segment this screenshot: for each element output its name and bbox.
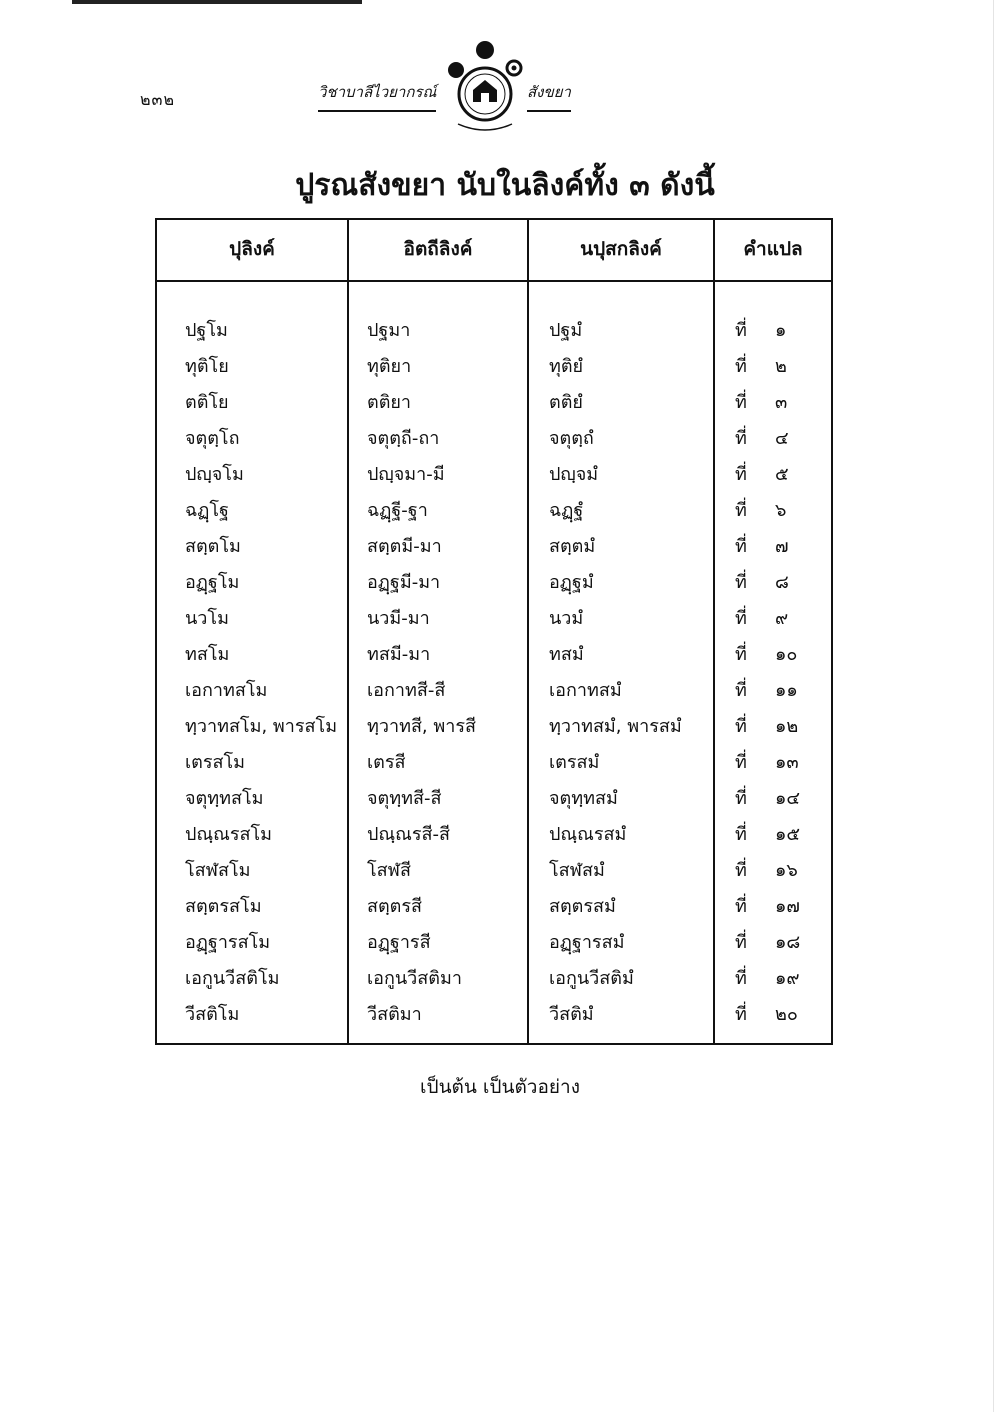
cell-feminine: ตติยา [367, 392, 412, 413]
cell-neuter: นวมํ [549, 608, 584, 629]
cell-number: ๒ [775, 356, 787, 377]
header-chapter [527, 80, 571, 112]
cell-feminine: เอกูนวีสติมา [367, 968, 462, 989]
table-row [157, 603, 831, 639]
cell-masculine: เอกาทสโม [185, 680, 268, 701]
cell-feminine: ปฐมา [367, 320, 411, 341]
cell-label: ที่ [735, 572, 747, 593]
header-chapter-underline [527, 110, 571, 112]
header-subject-text: วิชาบาลีไวยากรณ์ [318, 83, 437, 101]
cell-neuter: ทุติยํ [549, 356, 584, 377]
cell-label: ที่ [735, 608, 747, 629]
table-row [157, 927, 831, 963]
table-row [157, 819, 831, 855]
table-body [157, 315, 831, 1035]
header-masculine: ปุลิงค์ [229, 238, 275, 260]
cell-feminine: จตุทฺทสี-สี [367, 788, 442, 809]
cell-number: ๖ [775, 500, 787, 521]
header-neuter: นปุสกลิงค์ [580, 238, 662, 260]
cell-feminine: ทสมี-มา [367, 644, 431, 665]
cell-masculine: ฉฏฺโฐ [185, 500, 229, 521]
cell-label: ที่ [735, 932, 747, 953]
page-number: ๒๓๒ [140, 90, 176, 109]
cell-neuter: โสฬสมํ [549, 860, 605, 881]
cell-neuter: เอกูนวีสติมํ [549, 968, 634, 989]
cell-number: ๙ [775, 608, 789, 629]
cell-number: ๑๖ [775, 860, 798, 881]
cell-label: ที่ [735, 644, 747, 665]
table-row [157, 639, 831, 675]
cell-neuter: อฏฺฐมํ [549, 572, 594, 593]
table-row [157, 567, 831, 603]
cell-number: ๑๓ [775, 752, 799, 773]
cell-feminine: สตฺตรสี [367, 896, 423, 917]
cell-number: ๑๗ [775, 896, 800, 917]
cell-feminine: วีสติมา [367, 1004, 422, 1025]
table-row [157, 783, 831, 819]
cell-label: ที่ [735, 968, 747, 989]
page-title: ปูรณสังขยา นับในลิงค์ทั้ง ๓ ดังนี้ [295, 168, 715, 203]
cell-number: ๒๐ [775, 1004, 798, 1025]
cell-number: ๑๕ [775, 824, 801, 845]
cell-number: ๑๒ [775, 716, 799, 737]
cell-masculine: โสฬสโม [185, 860, 251, 881]
cell-feminine: สตฺตมี-มา [367, 536, 442, 557]
header-feminine: อิตถีลิงค์ [403, 238, 473, 260]
table-row [157, 531, 831, 567]
cell-feminine: จตุตฺถี-ถา [367, 428, 440, 449]
cell-label: ที่ [735, 500, 747, 521]
cell-neuter: จตุตฺถํ [549, 428, 594, 449]
cell-feminine: ปญฺจมา-มี [367, 464, 445, 485]
cell-label: ที่ [735, 716, 747, 737]
cell-feminine: เตรสี [367, 752, 406, 773]
emblem-seal-icon [440, 36, 530, 136]
cell-neuter: เอกาทสมํ [549, 680, 622, 701]
cell-label: ที่ [735, 788, 747, 809]
table-row [157, 747, 831, 783]
cell-masculine: อฏฺฐโม [185, 572, 240, 593]
cell-number: ๘ [775, 572, 789, 593]
cell-masculine: จตุทฺทสโม [185, 788, 264, 809]
table-row [157, 963, 831, 999]
cell-number: ๓ [775, 392, 788, 413]
cell-neuter: สตฺตมํ [549, 536, 596, 557]
cell-masculine: นวโม [185, 608, 229, 629]
cell-number: ๔ [775, 428, 789, 449]
cell-masculine: จตุตฺโถ [185, 428, 240, 449]
table-row [157, 675, 831, 711]
cell-feminine: ทฺวาทสี, พารสี [367, 716, 477, 737]
table-row [157, 495, 831, 531]
cell-masculine: สตฺตรสโม [185, 896, 262, 917]
cell-label: ที่ [735, 752, 747, 773]
cell-number: ๑๑ [775, 680, 798, 701]
cell-label: ที่ [735, 464, 747, 485]
cell-masculine: ทสโม [185, 644, 230, 665]
cell-label: ที่ [735, 428, 747, 449]
cell-label: ที่ [735, 320, 747, 341]
cell-feminine: อฏฺฐารสี [367, 932, 431, 953]
cell-masculine: ปญฺจโม [185, 464, 244, 485]
cell-label: ที่ [735, 860, 747, 881]
cell-number: ๑๘ [775, 932, 801, 953]
table-row [157, 999, 831, 1035]
cell-masculine: อฏฺฐารสโม [185, 932, 271, 953]
cell-label: ที่ [735, 1004, 747, 1025]
cell-neuter: จตุทฺทสมํ [549, 788, 618, 809]
cell-feminine: ฉฏฺฐี-ฐา [367, 500, 428, 521]
cell-masculine: สตฺตโม [185, 536, 241, 557]
header-chapter-text: สังขยา [527, 83, 571, 101]
cell-number: ๕ [775, 464, 789, 485]
cell-number: ๗ [775, 536, 789, 557]
cell-label: ที่ [735, 896, 747, 917]
header-translation: คำแปล [743, 238, 803, 260]
cell-masculine: ทฺวาทสโม, พารสโม [185, 716, 338, 737]
cell-neuter: ทฺวาทสมํ, พารสมํ [549, 716, 682, 737]
table-row [157, 855, 831, 891]
cell-label: ที่ [735, 824, 747, 845]
cell-neuter: ตติยํ [549, 392, 583, 413]
cell-label: ที่ [735, 356, 747, 377]
cell-feminine: เอกาทสี-สี [367, 680, 446, 701]
cell-number: ๑๐ [775, 644, 798, 665]
cell-masculine: เอกูนวีสติโม [185, 968, 280, 989]
cell-neuter: อฏฺฐารสมํ [549, 932, 625, 953]
cell-neuter: ปณฺณรสมํ [549, 824, 627, 845]
footer-note: เป็นต้น เป็นตัวอย่าง [420, 1076, 580, 1098]
header-subject [318, 80, 436, 112]
cell-neuter: ฉฏฺฐํ [549, 500, 584, 521]
table-row [157, 891, 831, 927]
cell-neuter: วีสติมํ [549, 1004, 594, 1025]
cell-number: ๑๔ [775, 788, 801, 809]
table-row [157, 315, 831, 351]
ordinal-table [155, 218, 833, 1045]
cell-masculine: ปฐโม [185, 320, 228, 341]
cell-number: ๑๙ [775, 968, 800, 989]
cell-feminine: อฏฺฐมี-มา [367, 572, 441, 593]
scan-right-edge [993, 0, 994, 1412]
cell-label: ที่ [735, 392, 747, 413]
cell-number: ๑ [775, 320, 787, 341]
cell-feminine: ทุติยา [367, 356, 412, 377]
cell-neuter: เตรสมํ [549, 752, 600, 773]
cell-masculine: ปณฺณรสโม [185, 824, 273, 845]
table-row [157, 387, 831, 423]
cell-neuter: สตฺตรสมํ [549, 896, 616, 917]
header-subject-underline [318, 110, 436, 112]
scan-top-line [72, 0, 362, 4]
cell-neuter: ปญฺจมํ [549, 464, 599, 485]
table-row [157, 459, 831, 495]
table-row [157, 711, 831, 747]
cell-feminine: โสฬสี [367, 860, 411, 881]
cell-label: ที่ [735, 536, 747, 557]
cell-feminine: ปณฺณรสี-สี [367, 824, 450, 845]
table-row [157, 423, 831, 459]
header-divider [157, 280, 831, 282]
cell-masculine: วีสติโม [185, 1004, 240, 1025]
cell-label: ที่ [735, 680, 747, 701]
cell-masculine: เตรสโม [185, 752, 246, 773]
cell-neuter: ทสมํ [549, 644, 584, 665]
cell-feminine: นวมี-มา [367, 608, 430, 629]
cell-masculine: ทุติโย [185, 356, 229, 377]
table-row [157, 351, 831, 387]
cell-neuter: ปฐมํ [549, 320, 583, 341]
cell-masculine: ตติโย [185, 392, 229, 413]
